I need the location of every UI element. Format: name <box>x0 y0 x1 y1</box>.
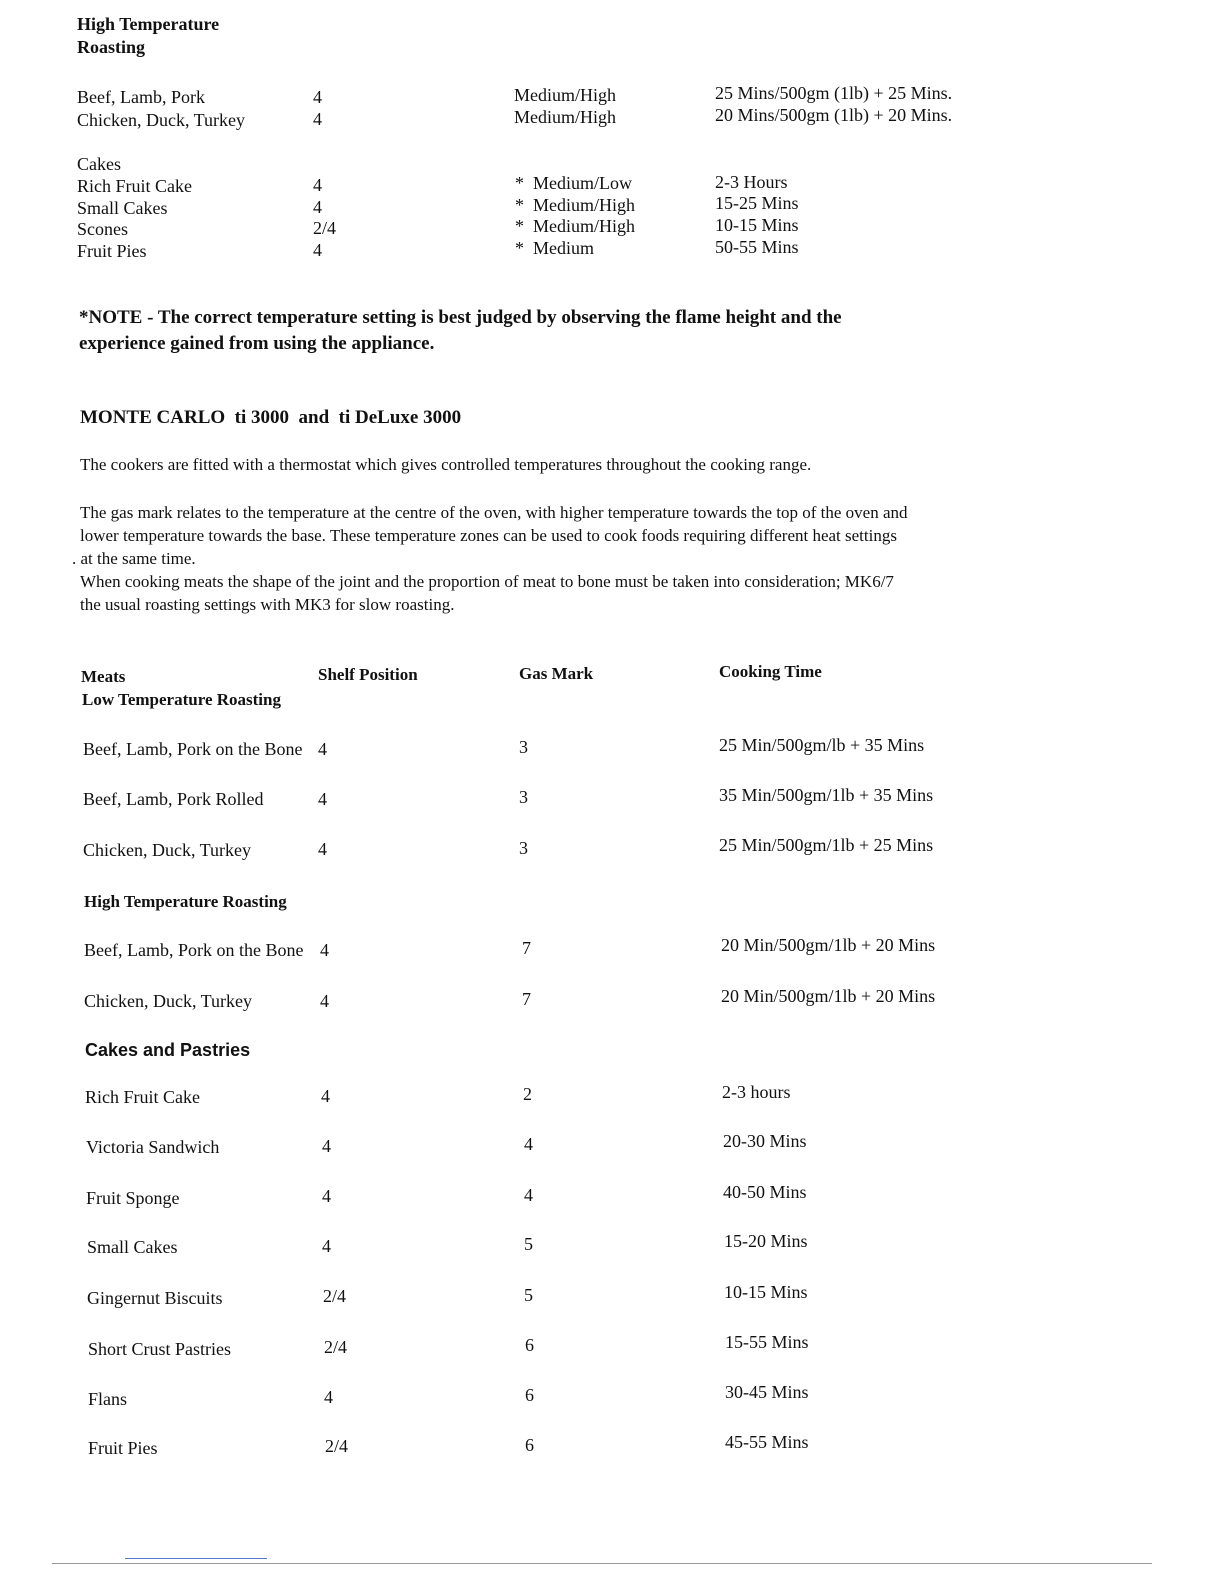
para1-text: The cookers are fitted with a thermostat which gives controlled temperatures throughout the cooking range. <box>80 455 812 474</box>
time-value: 20 Min/500gm/1lb + 20 Mins <box>721 986 936 1006</box>
note-line2: experience gained from using the appliance. <box>79 333 435 354</box>
shelf-value: 4 <box>322 1236 331 1256</box>
item-name: Scones <box>77 219 128 239</box>
gas-mark-value: 3 <box>519 787 528 807</box>
shelf-value: 4 <box>320 940 329 960</box>
shelf-value: 4 <box>321 1086 330 1106</box>
shelf-value: 4 <box>318 789 327 809</box>
footer-divider <box>52 1563 1152 1564</box>
item-name: Victoria Sandwich <box>86 1137 220 1157</box>
item-name: Chicken, Duck, Turkey <box>83 840 251 860</box>
time-value: 25 Min/500gm/1lb + 25 Mins <box>719 835 934 855</box>
shelf-value: 4 <box>313 109 322 129</box>
shelf-value: 2/4 <box>323 1286 347 1306</box>
setting-value: * Medium/Low <box>515 173 632 193</box>
gas-mark-value: 4 <box>524 1185 533 1205</box>
gas-mark-value: 4 <box>524 1134 533 1154</box>
time-value: 50-55 Mins <box>715 237 799 257</box>
gas-mark-value: 6 <box>525 1435 534 1455</box>
item-name: Beef, Lamb, Pork Rolled <box>83 789 264 809</box>
item-name: Fruit Pies <box>77 241 147 261</box>
gas-mark-value: 5 <box>524 1285 533 1305</box>
time-value: 20-30 Mins <box>723 1131 807 1151</box>
shelf-value: 4 <box>313 87 322 107</box>
para2-line2: lower temperature towards the base. These temperature zones can be used to cook foods requiring different heat settings <box>80 526 897 545</box>
header-gas-mark: Gas Mark <box>519 664 594 683</box>
item-name: Beef, Lamb, Pork on the Bone <box>83 739 303 759</box>
section1-heading-line1: High Temperature <box>77 14 220 34</box>
time-value: 2-3 Hours <box>715 172 788 192</box>
time-value: 2-3 hours <box>722 1082 791 1102</box>
time-value: 20 Min/500gm/1lb + 20 Mins <box>721 935 936 955</box>
item-name: Rich Fruit Cake <box>77 176 192 196</box>
time-value: 30-45 Mins <box>725 1382 809 1402</box>
item-name: Beef, Lamb, Pork <box>77 87 205 107</box>
section2-title: MONTE CARLO ti 3000 and ti DeLuxe 3000 <box>80 407 462 428</box>
item-name: Chicken, Duck, Turkey <box>77 110 245 130</box>
gas-mark-value: 3 <box>519 737 528 757</box>
shelf-value: 4 <box>318 739 327 759</box>
shelf-value: 4 <box>320 991 329 1011</box>
gas-mark-value: 2 <box>523 1084 532 1104</box>
setting-value: * Medium/High <box>515 216 635 236</box>
gas-mark-value: 6 <box>525 1335 534 1355</box>
time-value: 10-15 Mins <box>715 215 799 235</box>
note-line1: *NOTE - The correct temperature setting is best judged by observing the flame height and the <box>79 307 842 328</box>
cakes-heading: Cakes <box>77 154 121 174</box>
item-name: Fruit Sponge <box>86 1188 180 1208</box>
time-value: 25 Mins/500gm (1lb) + 25 Mins. <box>715 83 953 103</box>
setting-value: * Medium/High <box>515 195 635 215</box>
item-name: Short Crust Pastries <box>88 1339 232 1359</box>
cakes-pastries-heading: Cakes and Pastries <box>85 1040 251 1060</box>
shelf-value: 4 <box>322 1136 331 1156</box>
time-value: 40-50 Mins <box>723 1182 807 1202</box>
shelf-value: 4 <box>324 1387 333 1407</box>
time-value: 25 Min/500gm/lb + 35 Mins <box>719 735 925 755</box>
shelf-value: 2/4 <box>313 218 337 238</box>
time-value: 15-55 Mins <box>725 1332 809 1352</box>
shelf-value: 2/4 <box>325 1436 349 1456</box>
footer-link-rule <box>125 1558 267 1559</box>
para2-line3: . at the same time. <box>72 549 196 568</box>
time-value: 15-25 Mins <box>715 193 799 213</box>
time-value: 35 Min/500gm/1lb + 35 Mins <box>719 785 934 805</box>
item-name: Small Cakes <box>87 1237 178 1257</box>
shelf-value: 4 <box>322 1186 331 1206</box>
time-value: 45-55 Mins <box>725 1432 809 1452</box>
gas-mark-value: 5 <box>524 1234 533 1254</box>
gas-mark-value: 7 <box>522 989 531 1009</box>
para3-line1: When cooking meats the shape of the joint and the proportion of meat to bone must be taken into consideration; MK6/7 <box>80 572 894 591</box>
paragraph-thermostat <box>80 453 1000 476</box>
low-temp-heading: Low Temperature Roasting <box>82 690 281 709</box>
time-value: 15-20 Mins <box>724 1231 808 1251</box>
header-shelf-position: Shelf Position <box>318 665 418 684</box>
setting-value: * Medium <box>515 238 594 258</box>
section1-heading-line2: Roasting <box>77 37 146 57</box>
para2-line1: The gas mark relates to the temperature at the centre of the oven, with higher temperature towards the top of the oven and <box>80 503 908 522</box>
item-name: Gingernut Biscuits <box>87 1288 223 1308</box>
item-name: Small Cakes <box>77 198 168 218</box>
setting-value: Medium/High <box>514 107 616 127</box>
item-name: Chicken, Duck, Turkey <box>84 991 252 1011</box>
gas-mark-value: 7 <box>522 938 531 958</box>
high-temp-heading: High Temperature Roasting <box>84 892 287 911</box>
shelf-value: 4 <box>313 240 322 260</box>
para3-line2: the usual roasting settings with MK3 for slow roasting. <box>80 595 455 614</box>
shelf-value: 4 <box>313 175 322 195</box>
item-name: Flans <box>88 1389 128 1409</box>
paragraph-gas-mark <box>72 501 1000 616</box>
header-cooking-time: Cooking Time <box>719 662 822 681</box>
time-value: 10-15 Mins <box>724 1282 808 1302</box>
gas-mark-value: 3 <box>519 838 528 858</box>
setting-value: Medium/High <box>514 85 616 105</box>
shelf-value: 4 <box>318 839 327 859</box>
item-name: Beef, Lamb, Pork on the Bone <box>84 940 304 960</box>
shelf-value: 4 <box>313 197 322 217</box>
item-name: Rich Fruit Cake <box>85 1087 200 1107</box>
header-meats: Meats <box>81 667 126 686</box>
time-value: 20 Mins/500gm (1lb) + 20 Mins. <box>715 105 953 125</box>
item-name: Fruit Pies <box>88 1438 158 1458</box>
gas-mark-value: 6 <box>525 1385 534 1405</box>
shelf-value: 2/4 <box>324 1337 348 1357</box>
